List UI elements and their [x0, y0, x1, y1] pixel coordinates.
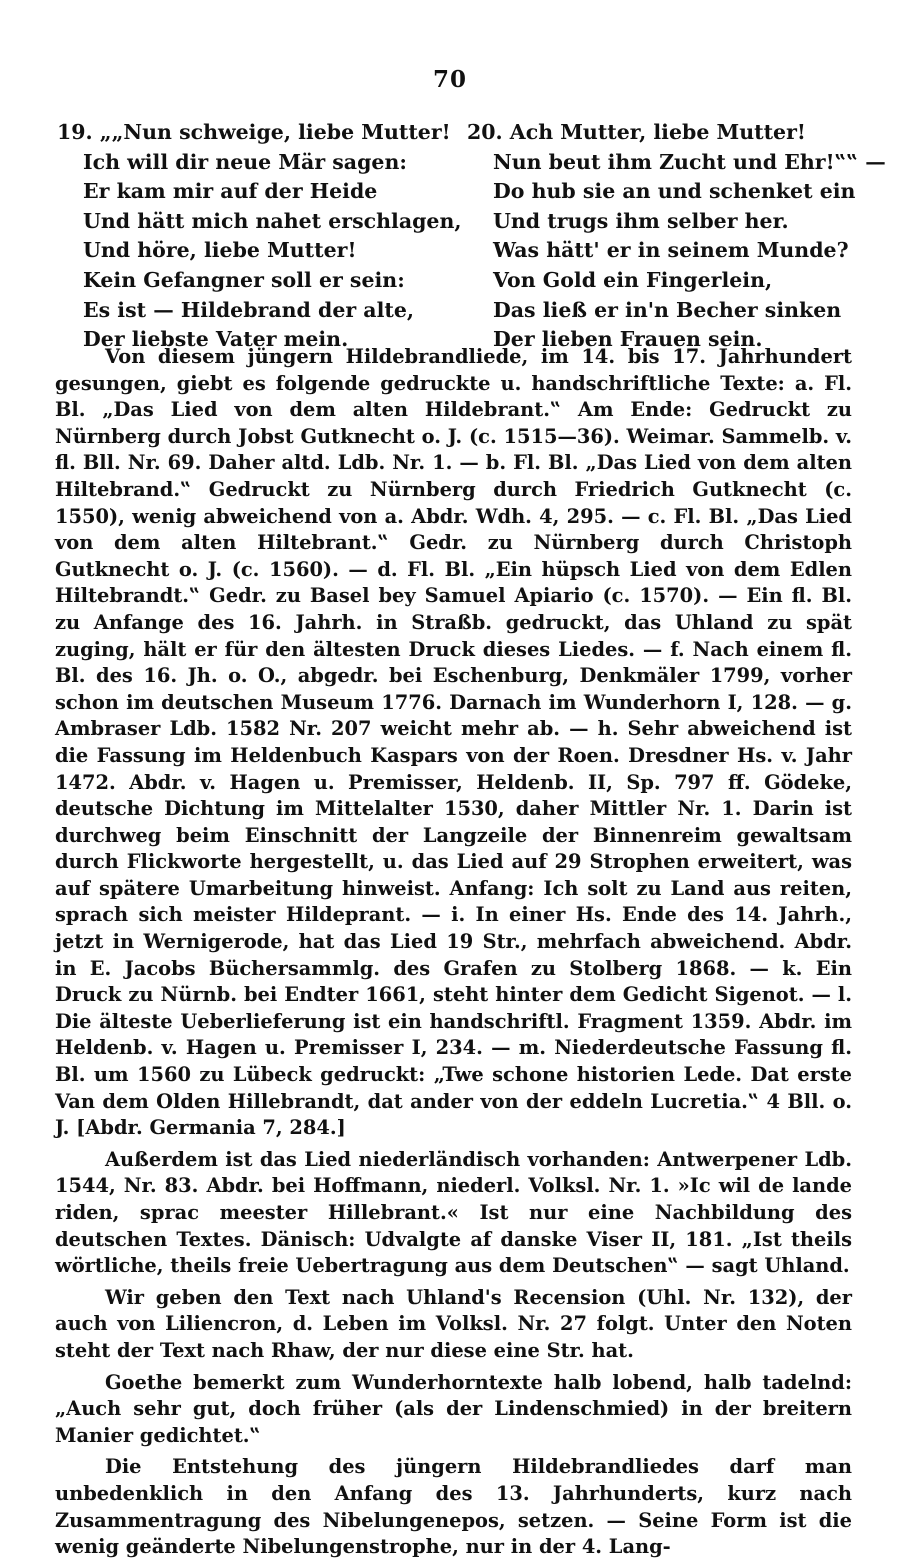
stanza-19 — [57, 118, 462, 355]
verse-line: 20. Ach Mutter, liebe Mutter! — [467, 120, 806, 144]
verse-line: Do hub sie an und schenket ein — [493, 179, 856, 204]
verse-line: Was hätt' er in seinem Munde? — [493, 238, 849, 263]
verse-line: Und hätt mich nahet erschlagen, — [83, 208, 462, 233]
paragraph-sources: Von diesem jüngern Hildebrandliede, im 14. bis 17. Jahrhundert gesungen, giebt es folgende gedruckte u. handschriftliche Texte: a. Fl. Bl. „Das Lied von dem alten Hildebrant.‟ Am Ende: Gedruckt zu Nürnberg durch Jobst Gutknecht o. J. (c. 1515—36). Weimar. Sammelb. v. fl. Bll. Nr. 69. Daher altd. Ldb. Nr. 1. — b. Fl. Bl. „Das Lied von dem alten Hiltebrand.‟ Gedruckt zu Nürnberg durch Friedrich Gutknecht (c. 1550), wenig abweichend von a. Abdr. Wdh. 4, 295. — c. Fl. Bl. „Das Lied von dem alten Hiltebrant.‟ Gedr. zu Nürnberg durch Christoph Gutknecht o. J. (c. 1560). — d. Fl. Bl. „Ein hüpsch Lied von dem Edlen Hiltebrandt.‟ Gedr. zu Basel bey Samuel Apiario (c. 1570). — Ein fl. Bl. zu Anfange des 16. Jahrh. in Straßb. gedruckt, das Uhland zu spät zuging, hält er für den ältesten Druck dieses Liedes. — f. Nach einem fl. Bl. des 16. Jh. o. O., abgedr. bei Eschenburg, Denkmäler 1799, vorher schon im deutschen Museum 1776. Darnach im Wunderhorn I, 128. — g. Ambraser Ldb. 1582 Nr. 207 weicht mehr ab. — h. Sehr abweichend ist die Fassung im Heldenbuch Kaspars von der Roen. Dresdner Hs. v. Jahr 1472. Abdr. v. Hagen u. Premisser, Heldenb. II, Sp. 797 ff. Gödeke, deutsche Dichtung im Mittelalter 1530, daher Mittler Nr. 1. Darin ist durchweg beim Einschnitt der Langzeile der Binnenreim gewaltsam durch Flickworte hergestellt, u. das Lied auf 29 Strophen erweitert, was auf spätere Umarbeitung hinweist. Anfang: Ich solt zu Land aus reiten, sprach sich meister Hildeprant. — i. In einer Hs. Ende des 14. Jahrh., jetzt in Wernigerode, hat das Lied 19 Str., mehrfach abweichend. Abdr. in E. Jacobs Büchersammlg. des Grafen zu Stolberg 1868. — k. Ein Druck zu Nürnb. bei Endter 1661, steht hinter dem Gedicht Sigenot. — l. Die älteste Ueberlieferung ist ein handschriftl. Fragment 1359. Abdr. im Heldenb. v. Hagen u. Premisser I, 234. — m. Niederdeutsche Fassung fl. Bl. um 1560 zu Lübeck gedruckt: „Twe schone historien Lede. Dat erste Van dem Olden Hillebrandt, dat ander von der eddeln Lucretia.‟ 4 Bll. o. J. [Abdr. Germania 7, 284.] — [55, 345, 852, 1140]
verse-line: Kein Gefangner soll er sein: — [83, 267, 405, 292]
verse-line: Das ließ er in'n Becher sinken — [493, 297, 842, 322]
stanza-20 — [467, 118, 886, 355]
verse-line: Er kam mir auf der Heide — [83, 179, 378, 204]
verse-line: Ich will dir neue Mär sagen: — [83, 149, 407, 174]
verse-line: Und höre, liebe Mutter! — [83, 238, 357, 263]
verse-line: Der liebste Vater mein. — [83, 327, 349, 352]
paragraph-dutch-version: Außerdem ist das Lied niederländisch vorhanden: Antwerpener Ldb. 1544, Nr. 83. Abdr. bei Hoffmann, niederl. Volksl. Nr. 1. »Ic wil de lande riden, sprac meester Hillebrant.« Ist nur eine Nachbildung des deutschen Textes. Dänisch: Udvalgte af danske Viser II, 181. „Ist theils wörtliche, theils freie Uebertragung aus dem Deutschen‟ — sagt Uhland. — [55, 1147, 852, 1278]
paragraph-origin: Die Entstehung des jüngern Hildebrandliedes darf man unbedenklich in den Anfang des 13. Jahrhunderts, kurz nach Zusammentragung des Nibelungenepos, setzen. — Seine Form ist die wenig geänderte Nibelungenstrophe, nur in der 4. Lang- — [55, 1455, 852, 1559]
paragraph-text-basis: Wir geben den Text nach Uhland's Recension (Uhl. Nr. 132), der auch von Liliencron, d. Leben im Volksl. Nr. 27 folgt. Unter den Noten steht der Text nach Rhaw, der nur diese eine Str. hat. — [55, 1285, 852, 1362]
page-number: 70 — [432, 66, 467, 93]
verse-line: Nun beut ihm Zucht und Ehr!‟‟ — — [493, 149, 886, 174]
verse-line: Und trugs ihm selber her. — [493, 208, 789, 233]
verse-line: Der lieben Frauen sein. — [493, 327, 763, 352]
verse-line: 19. „„Nun schweige, liebe Mutter! — [57, 120, 451, 144]
paragraph-goethe: Goethe bemerkt zum Wunderhorntexte halb lobend, halb tadelnd: „Auch sehr gut, doch früher (als der Lindenschmied) in der breitern Manier gedichtet.‟ — [55, 1370, 852, 1447]
verse-line: Von Gold ein Fingerlein, — [493, 267, 773, 292]
verse-line: Es ist — Hildebrand der alte, — [83, 297, 415, 322]
commentary-text — [55, 344, 852, 1561]
